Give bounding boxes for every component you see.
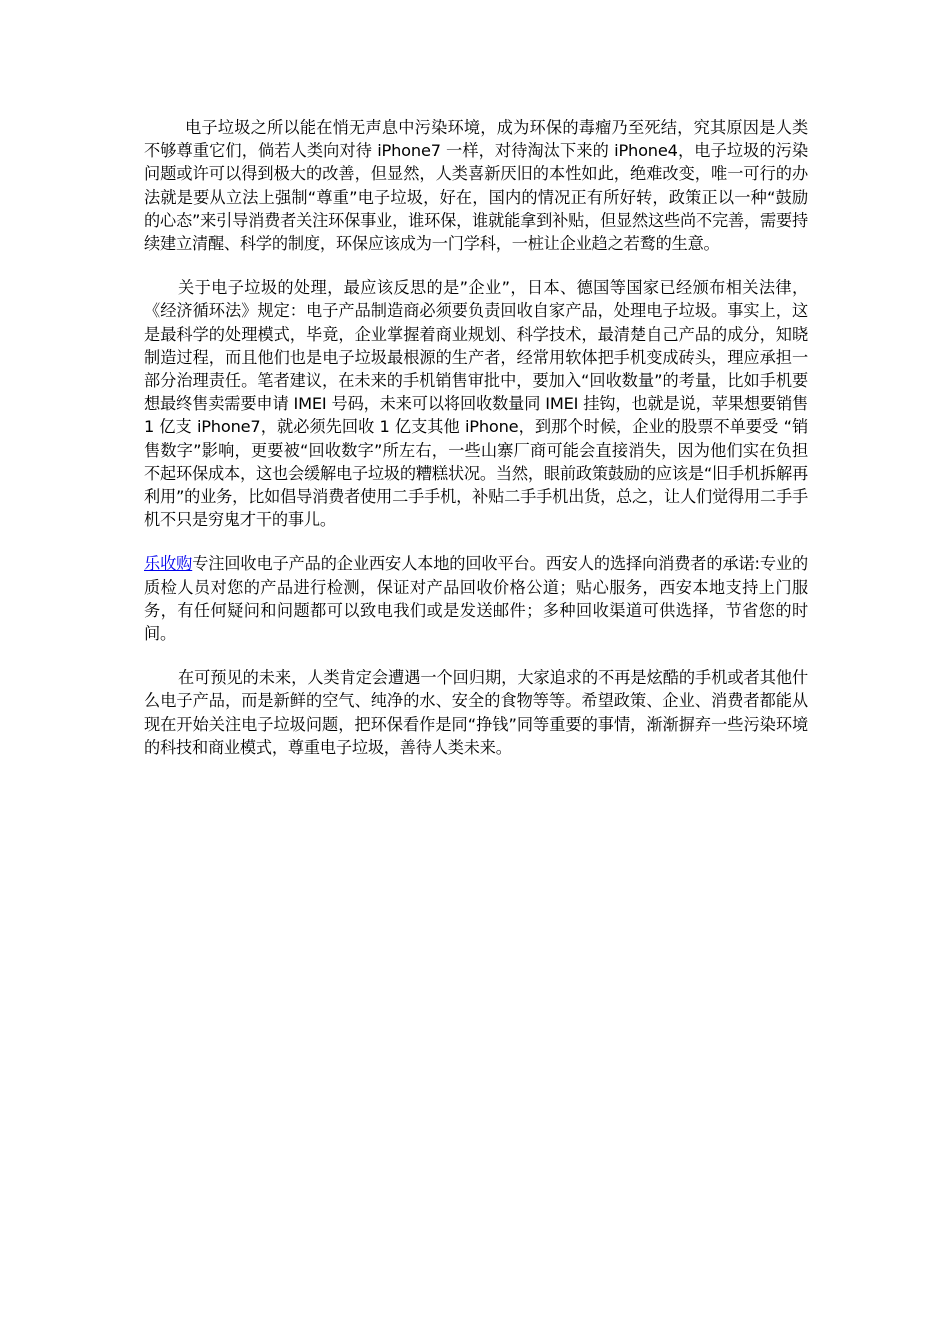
paragraph-future: 在可预见的未来，人类肯定会遭遇一个回归期，大家追求的不再是炫酷的手机或者其他什么电子产品，而是新鲜的空气、纯净的水、安全的食物等等。希望政策、企业、消费者都能从现在开始关注电子垃圾问题，把环保看作是同“挣钱”同等重要的事情，渐渐摒弃一些污染环境的科技和商业模式，尊重电子垃圾，善待人类未来。 — [144, 668, 808, 757]
paragraph-e-waste-respect: 电子垃圾之所以能在悄无声息中污染环境，成为环保的毒瘤乃至死结，究其原因是人类不够尊重它们，倘若人类向对待 iPhone7 一样，对待淘汰下来的 iPhone4，电子垃圾的污染问题或许可以得到极大的改善，但显然，人类喜新厌旧的本性如此，绝难改变，唯一可行的办法就是要从立法上强制“尊重”电子垃圾，好在，国内的情况正有所好转，政策正以一种“鼓励的心态”来引导消费者关注环保事业，谁环保，谁就能拿到补贴，但显然这些尚不完善，需要持续建立清醒、科学的制度，环保应该成为一门学科，一桩让企业趋之若鹜的生意。 — [144, 118, 808, 254]
article-body — [144, 116, 808, 780]
paragraph-enterprise-responsibility: 关于电子垃圾的处理，最应该反思的是”企业”，日本、德国等国家已经颁布相关法律，《经济循环法》规定：电子产品制造商必须要负责回收自家产品，处理电子垃圾。事实上，这是最科学的处理模式，毕竟，企业掌握着商业规划、科学技术，最清楚自己产品的成分，知晓制造过程，而且他们也是电子垃圾最根源的生产者，经常用软体把手机变成砖头，理应承担一部分治理责任。笔者建议，在未来的手机销售审批中，要加入“回收数量”的考量，比如手机要想最终售卖需要申请 IMEI 号码，未来可以将回收数量同 IMEI 挂钩，也就是说，苹果想要销售 1 亿支 iPhone7，就必须先回收 1 亿支其他 iPhone，到那个时候，企业的股票不单要受 “销售数字”影响，更要被“回收数字”所左右，一些山寨厂商可能会直接消失，因为他们实在负担不起环保成本，这也会缓解电子垃圾的糟糕状况。当然，眼前政策鼓励的应该是“旧手机拆解再利用”的业务，比如倡导消费者使用二手手机，补贴二手手机出货，总之，让人们觉得用二手手机不只是穷鬼才干的事儿。 — [144, 278, 808, 530]
paragraph-promo — [144, 552, 808, 645]
promo-text: 专注回收电子产品的企业西安人本地的回收平台。西安人的选择向消费者的承诺:专业的质检人员对您的产品进行检测，保证对产品回收价格公道；贴心服务，西安本地支持上门服务，有任何疑问和问题都可以致电我们或是发送邮件；多种回收渠道可供选择，节省您的时间。 — [144, 554, 808, 644]
lesougou-link[interactable]: 乐收购 — [144, 554, 193, 574]
